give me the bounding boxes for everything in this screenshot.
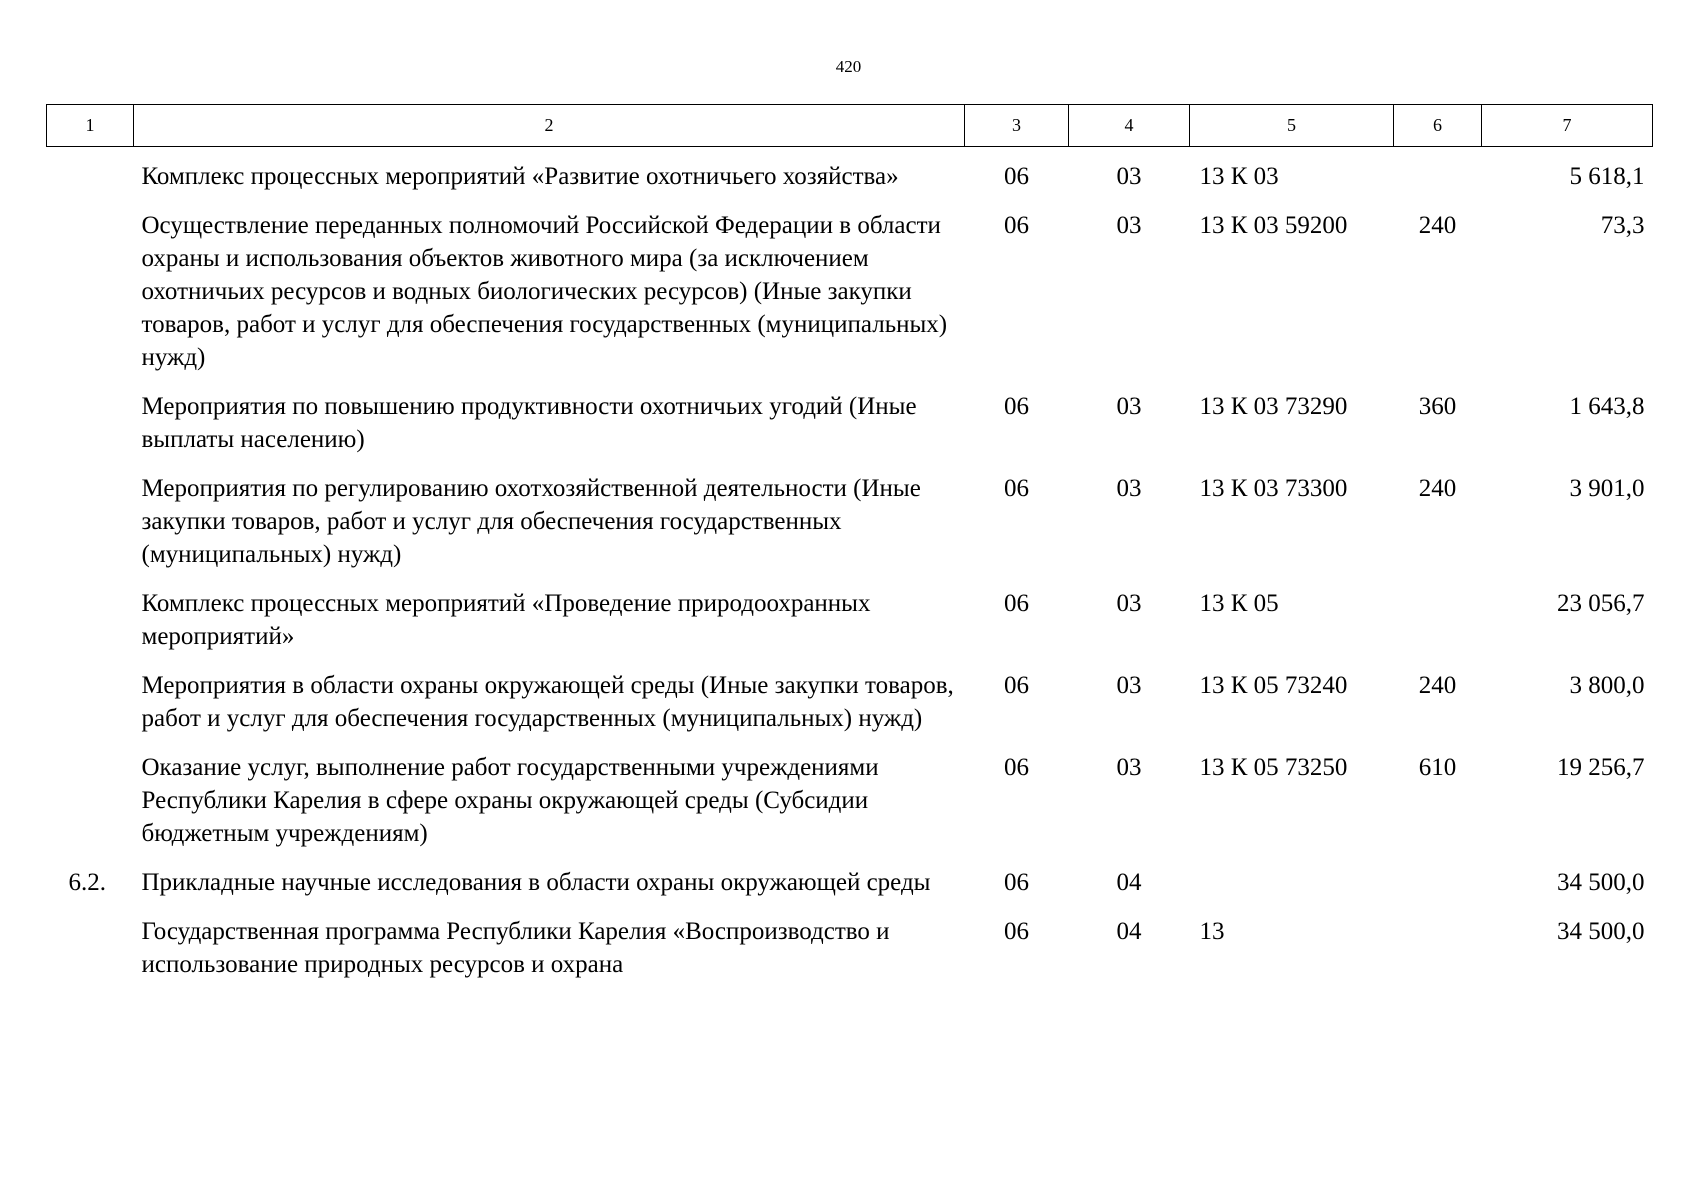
header-col-6: 6 <box>1394 105 1482 147</box>
header-col-1: 1 <box>47 105 134 147</box>
table-row <box>47 390 1653 472</box>
row-amount: 34 500,0 <box>1557 869 1645 896</box>
row-name: Осуществление переданных полномочий Российской Федерации в области охраны и использования объектов животного мира (за исключением охотничьих ресурсов и водных биологических ресурсов) (Иные закупки товаров, работ и услуг для обеспечения государственных (муниципальных) нужд) <box>141 212 948 371</box>
table-row <box>47 751 1653 866</box>
row-subsection: 03 <box>1116 754 1142 781</box>
row-subsection: 03 <box>1116 393 1142 420</box>
table-row <box>47 472 1653 587</box>
header-row <box>47 105 1653 147</box>
row-expense-type: 610 <box>1418 754 1457 781</box>
row-target-code: 13 К 03 73300 <box>1199 475 1348 502</box>
table-row <box>47 209 1653 390</box>
row-number <box>47 390 134 472</box>
row-name: Комплекс процессных мероприятий «Проведение природоохранных мероприятий» <box>141 590 871 650</box>
page-number: 420 <box>835 57 862 76</box>
row-target-code: 13 К 03 73290 <box>1199 393 1348 420</box>
row-number <box>47 147 134 210</box>
header-col-2: 2 <box>134 105 965 147</box>
row-expense-type: 360 <box>1418 393 1457 420</box>
row-section: 06 <box>1004 918 1029 945</box>
row-name: Мероприятия в области охраны окружающей среды (Иные закупки товаров, работ и услуг для обеспечения государственных (муниципальных) нужд) <box>141 672 954 732</box>
row-target-code: 13 К 05 <box>1199 590 1279 617</box>
row-expense-type: 240 <box>1418 212 1457 239</box>
table-row <box>47 669 1653 751</box>
row-expense-type <box>1394 587 1482 669</box>
row-target-code: 13 <box>1199 918 1225 945</box>
table-row <box>47 915 1653 997</box>
row-number <box>47 209 134 390</box>
row-subsection: 04 <box>1116 918 1142 945</box>
row-section: 06 <box>1004 672 1029 699</box>
row-amount: 3 800,0 <box>1569 672 1645 699</box>
row-number <box>47 472 134 587</box>
header-col-7: 7 <box>1482 105 1653 147</box>
row-section: 06 <box>1004 212 1029 239</box>
row-section: 06 <box>1004 869 1029 896</box>
row-target-code: 13 К 05 73250 <box>1199 754 1348 781</box>
row-amount: 73,3 <box>1600 212 1645 239</box>
row-name: Мероприятия по повышению продуктивности охотничьих угодий (Иные выплаты населению) <box>141 393 917 453</box>
row-amount: 1 643,8 <box>1569 393 1645 420</box>
row-expense-type <box>1394 866 1482 915</box>
row-name: Комплекс процессных мероприятий «Развитие охотничьего хозяйства» <box>141 163 899 190</box>
row-subsection: 03 <box>1116 163 1142 190</box>
row-number <box>47 587 134 669</box>
row-expense-type: 240 <box>1418 672 1457 699</box>
row-section: 06 <box>1004 393 1029 420</box>
budget-table <box>46 104 1653 997</box>
table-row <box>47 147 1653 210</box>
row-expense-type: 240 <box>1418 475 1457 502</box>
row-subsection: 04 <box>1116 869 1142 896</box>
row-number <box>47 751 134 866</box>
row-number: 6.2. <box>68 869 106 896</box>
row-name: Прикладные научные исследования в области охраны окружающей среды <box>141 869 931 896</box>
row-amount: 5 618,1 <box>1569 163 1645 190</box>
table-row <box>47 587 1653 669</box>
row-target-code: 13 К 03 <box>1199 163 1279 190</box>
row-expense-type <box>1394 147 1482 210</box>
table-row <box>47 866 1653 915</box>
row-subsection: 03 <box>1116 672 1142 699</box>
row-target-code: 13 К 03 59200 <box>1199 212 1348 239</box>
row-name: Мероприятия по регулированию охотхозяйственной деятельности (Иные закупки товаров, работ и услуг для обеспечения государственных (муниципальных) нужд) <box>141 475 921 568</box>
header-col-4: 4 <box>1069 105 1190 147</box>
row-amount: 34 500,0 <box>1557 918 1645 945</box>
row-section: 06 <box>1004 590 1029 617</box>
row-section: 06 <box>1004 475 1029 502</box>
row-number <box>47 915 134 997</box>
row-expense-type <box>1394 915 1482 997</box>
row-target-code: 13 К 05 73240 <box>1199 672 1348 699</box>
header-col-5: 5 <box>1190 105 1394 147</box>
row-subsection: 03 <box>1116 590 1142 617</box>
row-target-code <box>1190 866 1394 915</box>
row-name: Оказание услуг, выполнение работ государственными учреждениями Республики Карелия в сфере охраны окружающей среды (Субсидии бюджетным учреждениям) <box>141 754 879 847</box>
row-subsection: 03 <box>1116 475 1142 502</box>
row-section: 06 <box>1004 163 1029 190</box>
row-amount: 19 256,7 <box>1557 754 1645 781</box>
header-col-3: 3 <box>965 105 1069 147</box>
row-amount: 3 901,0 <box>1569 475 1645 502</box>
row-section: 06 <box>1004 754 1029 781</box>
row-subsection: 03 <box>1116 212 1142 239</box>
row-number <box>47 669 134 751</box>
row-name: Государственная программа Республики Карелия «Воспроизводство и использование природных ресурсов и охрана <box>141 918 890 978</box>
row-amount: 23 056,7 <box>1557 590 1645 617</box>
